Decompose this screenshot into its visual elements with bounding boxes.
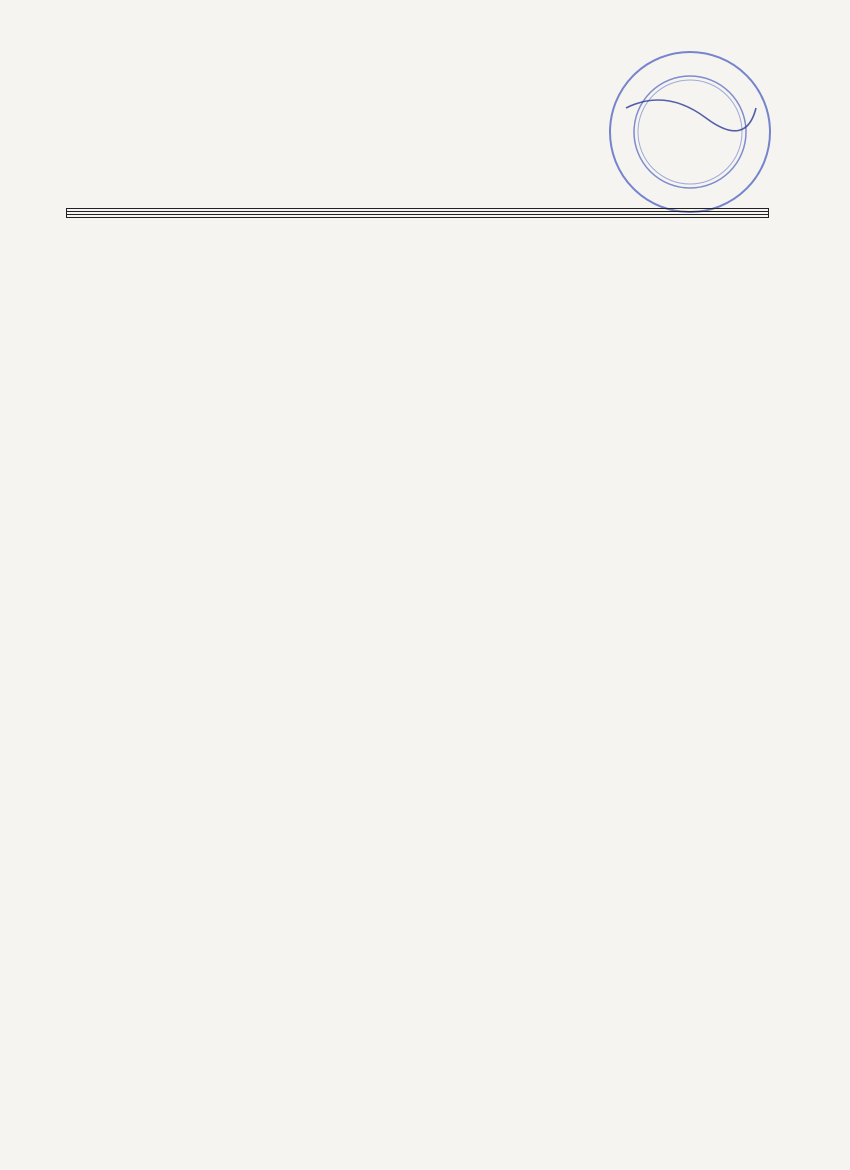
- walk-description: [67, 215, 769, 218]
- organization-stamp-icon: [606, 48, 774, 216]
- walk-row: [67, 215, 769, 218]
- daily-schedule-table: [66, 208, 769, 218]
